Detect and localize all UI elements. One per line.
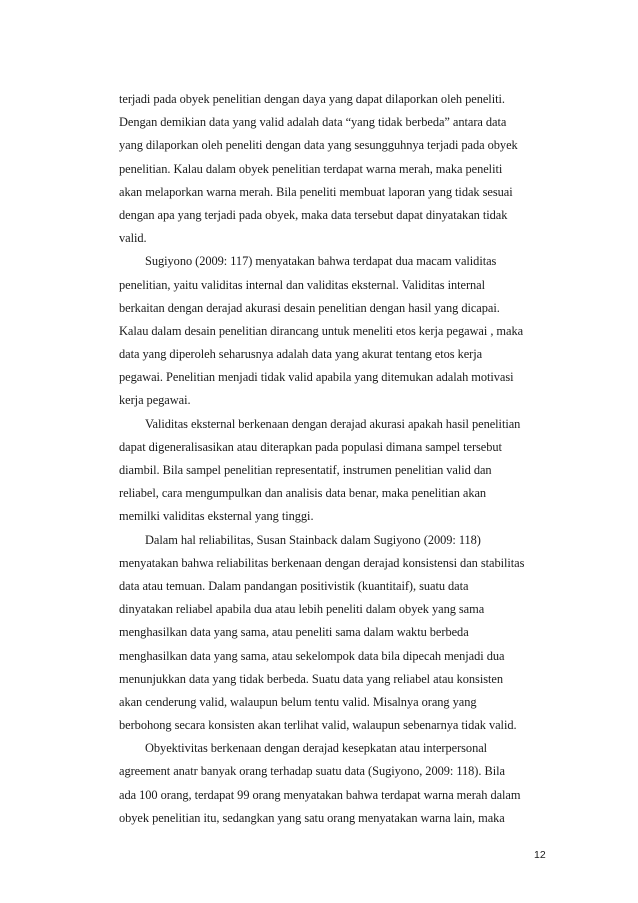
text-line: Kalau dalam desain penelitian dirancang untuk meneliti etos kerja pegawai , maka <box>119 323 524 338</box>
text-line: memilki validitas eksternal yang tinggi. <box>119 509 314 524</box>
text-line: penelitian, yaitu validitas internal dan validitas eksternal. Validitas internal <box>119 277 486 292</box>
text-line: data atau temuan. Dalam pandangan positivistik (kuantitaif), suatu data <box>119 578 469 593</box>
text-line: Dengan demikian data yang valid adalah data “yang tidak berbeda” antara data <box>119 115 507 130</box>
text-line: data yang diperoleh seharusnya adalah data yang akurat tentang etos kerja <box>119 347 483 362</box>
text-line: dapat digeneralisasikan atau diterapkan pada populasi dimana sampel tersebut <box>119 439 502 454</box>
text-line: menghasilkan data yang sama, atau peneliti sama dalam waktu berbeda <box>119 625 469 640</box>
text-line: berbohong secara konsisten akan terlihat valid, walaupun sebenarnya tidak valid. <box>119 718 517 733</box>
paragraph-first-line: Dalam hal reliabilitas, Susan Stainback dalam Sugiyono (2009: 118) <box>145 532 481 547</box>
text-line: pegawai. Penelitian menjadi tidak valid apabila yang ditemukan adalah motivasi <box>119 370 514 385</box>
text-line: dinyatakan reliabel apabila dua atau lebih peneliti dalam obyek yang sama <box>119 602 485 617</box>
text-line: agreement anatr banyak orang terhadap suatu data (Sugiyono, 2009: 118). Bila <box>119 764 505 779</box>
text-line: kerja pegawai. <box>119 393 191 408</box>
text-line: dengan apa yang terjadi pada obyek, maka data tersebut dapat dinyatakan tidak <box>119 207 508 222</box>
text-line: menghasilkan data yang sama, atau sekelompok data bila dipecah menjadi dua <box>119 648 505 663</box>
text-line: menunjukkan data yang tidak berbeda. Suatu data yang reliabel atau konsisten <box>119 671 503 686</box>
paragraph-first-line: Sugiyono (2009: 117) menyatakan bahwa terdapat dua macam validitas <box>145 254 497 269</box>
text-line: akan cenderung valid, walaupun belum tentu valid. Misalnya orang yang <box>119 694 477 709</box>
text-line: reliabel, cara mengumpulkan dan analisis data benar, maka penelitian akan <box>119 486 487 501</box>
body-text <box>119 88 559 830</box>
paragraph-first-line: Validitas eksternal berkenaan dengan derajad akurasi apakah hasil penelitian <box>145 416 521 431</box>
text-line: yang dilaporkan oleh peneliti dengan data yang sesungguhnya terjadi pada obyek <box>119 138 518 153</box>
text-line: valid. <box>119 231 147 246</box>
text-line: akan melaporkan warna merah. Bila peneliti membuat laporan yang tidak sesuai <box>119 184 513 199</box>
text-line: terjadi pada obyek penelitian dengan daya yang dapat dilaporkan oleh peneliti. <box>119 92 505 106</box>
page-number: 12 <box>534 849 546 861</box>
paragraph-first-line: Obyektivitas berkenaan dengan derajad kesepkatan atau interpersonal <box>145 741 488 756</box>
text-line: menyatakan bahwa reliabilitas berkenaan dengan derajad konsistensi dan stabilitas <box>119 555 525 570</box>
text-line: penelitian. Kalau dalam obyek penelitian terdapat warna merah, maka peneliti <box>119 161 503 176</box>
text-line: diambil. Bila sampel penelitian representatif, instrumen penelitian valid dan <box>119 463 492 477</box>
text-line: berkaitan dengan derajad akurasi desain penelitian dengan hasil yang dicapai. <box>119 300 500 315</box>
text-line: ada 100 orang, terdapat 99 orang menyatakan bahwa terdapat warna merah dalam <box>119 787 521 802</box>
text-line: obyek penelitian itu, sedangkan yang satu orang menyatakan warna lain, maka <box>119 810 505 825</box>
